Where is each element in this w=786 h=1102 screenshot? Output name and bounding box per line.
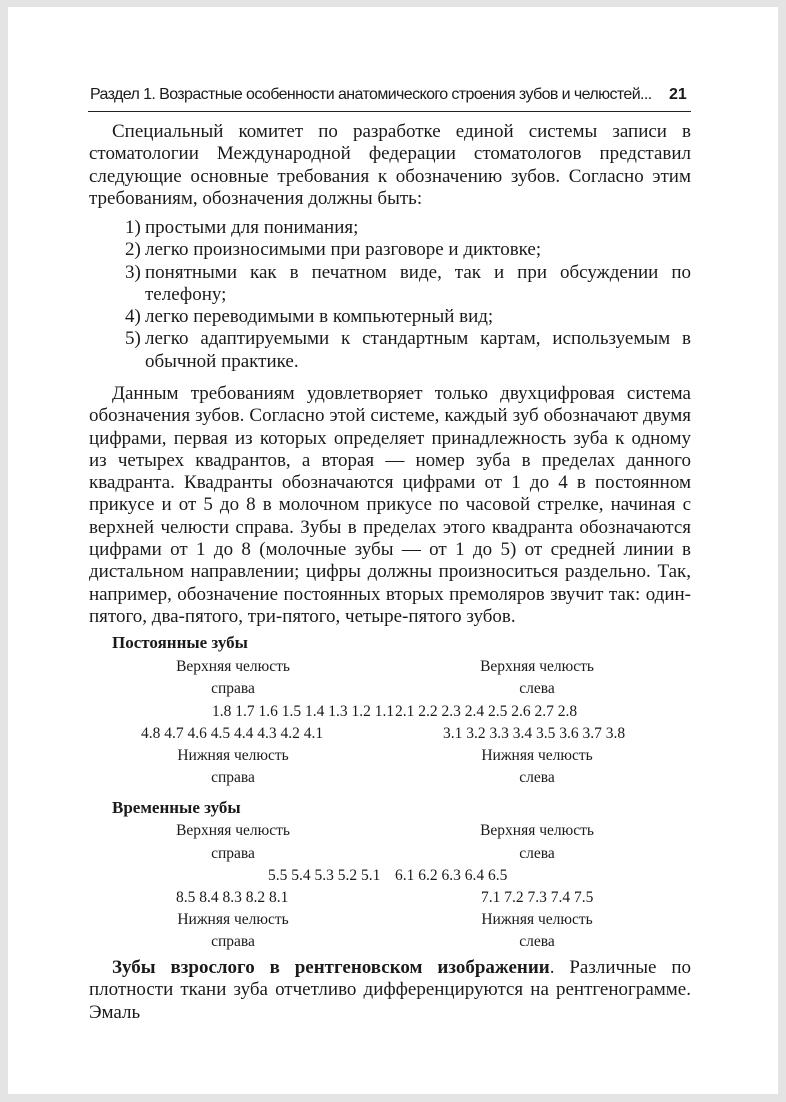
permanent-upper-left-row: 2.1 2.2 2.3 2.4 2.5 2.6 2.7 2.8 [395,703,578,720]
temporary-upper-left-side: слева [519,845,555,862]
temporary-upper-left-row: 6.1 6.2 6.3 6.4 6.5 [395,867,508,884]
running-header-title: Раздел 1. Возрастные особенности анатомического строения зубов и челюстей... [90,86,652,103]
list-item-text: легко адаптируемыми к стандартным картам, используемым в обычной практике. [145,328,691,372]
list-item-number: 5) [125,328,141,350]
header-rule [88,111,691,112]
temporary-teeth-title: Временные зубы [112,798,241,817]
list-item [125,262,691,307]
paragraph-xray [89,957,691,1024]
permanent-upper-left-side: слева [519,680,555,697]
permanent-upper-right-row: 1.8 1.7 1.6 1.5 1.4 1.3 1.2 1.1 [212,703,395,720]
permanent-lower-right-row: 4.8 4.7 4.6 4.5 4.4 4.3 4.2 4.1 [141,725,324,742]
temporary-lower-left-label: Нижняя челюсть [481,911,593,928]
page-number: 21 [669,86,687,103]
list-item-number: 2) [125,239,141,261]
temporary-upper-right-side: справа [211,845,255,862]
xray-heading: Зубы взрослого в рентгеновском изображении [112,957,550,978]
list-item-text: легко произносимыми при разговоре и диктовке; [145,239,542,261]
permanent-upper-right-side: справа [211,680,255,697]
permanent-lower-right-label: Нижняя челюсть [177,747,289,764]
paragraph-two-digit-system: Данным требованиям удовлетворяет только двухцифровая система обозначения зубов. Согласно этой системе, каждый зуб обозначают двумя цифрами, первая из которых определяет принадлежность зуба к одному из четырех квадрантов, а вторая — номер зуба в пределах данного квадранта. Квадранты обозначаются цифрами от 1 до 4 в постоянном прикусе и от 5 до 8 в молочном прикусе по часовой стрелке, начиная с верхней челюсти справа. Зубы в пределах этого квадранта обозначаются цифрами от 1 до 8 (молочные зубы — от 1 до 5) от средней линии в дистальном направлении; цифры должны произноситься раздельно. Так, например, обозначение постоянных вторых премоляров звучит так: один-пятого, два-пятого, три-пятого, четыре-пятого зубов. [89,383,691,627]
permanent-teeth-title: Постоянные зубы [112,633,248,652]
temporary-lower-left-row: 7.1 7.2 7.3 7.4 7.5 [481,889,594,906]
temporary-upper-right-row: 5.5 5.4 5.3 5.2 5.1 [268,867,381,884]
permanent-upper-right-label: Верхняя челюсть [176,658,290,675]
list-item [125,328,691,373]
scan-border-right [778,0,786,1102]
temporary-upper-left-label: Верхняя челюсть [480,822,594,839]
xray-text: . Различные по плотности ткани зуба отчетливо дифференцируются на рентгенограмме. Эмаль [89,957,691,1023]
list-item [125,306,691,328]
list-item-text: легко переводимыми в компьютерный вид; [145,306,494,328]
scan-border-left [0,0,8,1102]
list-item-text: простыми для понимания; [145,217,359,238]
temporary-lower-right-label: Нижняя челюсть [177,911,289,928]
list-item-number: 4) [125,306,141,328]
paragraph-requirements-intro: Специальный комитет по разработке единой системы записи в стоматологии Международной федерации стоматологов представил следующие основные требования к обозначению зубов. Согласно этим требованиям, обозначения должны быть: [89,121,691,209]
list-item-text: понятными как в печатном виде, так и при обсуждении по телефону; [145,261,691,305]
temporary-lower-right-side: справа [211,933,255,950]
scan-border-bottom [0,1094,786,1102]
temporary-upper-right-label: Верхняя челюсть [176,822,290,839]
permanent-lower-left-label: Нижняя челюсть [481,747,593,764]
list-item [125,239,691,261]
temporary-lower-right-row: 8.5 8.4 8.3 8.2 8.1 [176,889,289,906]
requirements-list [125,217,691,373]
permanent-lower-left-side: слева [519,769,555,786]
scan-border-top [0,0,786,7]
list-item [125,217,691,239]
temporary-lower-left-side: слева [519,933,555,950]
permanent-upper-left-label: Верхняя челюсть [480,658,594,675]
list-item-number: 3) [125,261,141,283]
permanent-lower-left-row: 3.1 3.2 3.3 3.4 3.5 3.6 3.7 3.8 [443,725,626,742]
list-item-number: 1) [125,217,141,238]
permanent-lower-right-side: справа [211,769,255,786]
